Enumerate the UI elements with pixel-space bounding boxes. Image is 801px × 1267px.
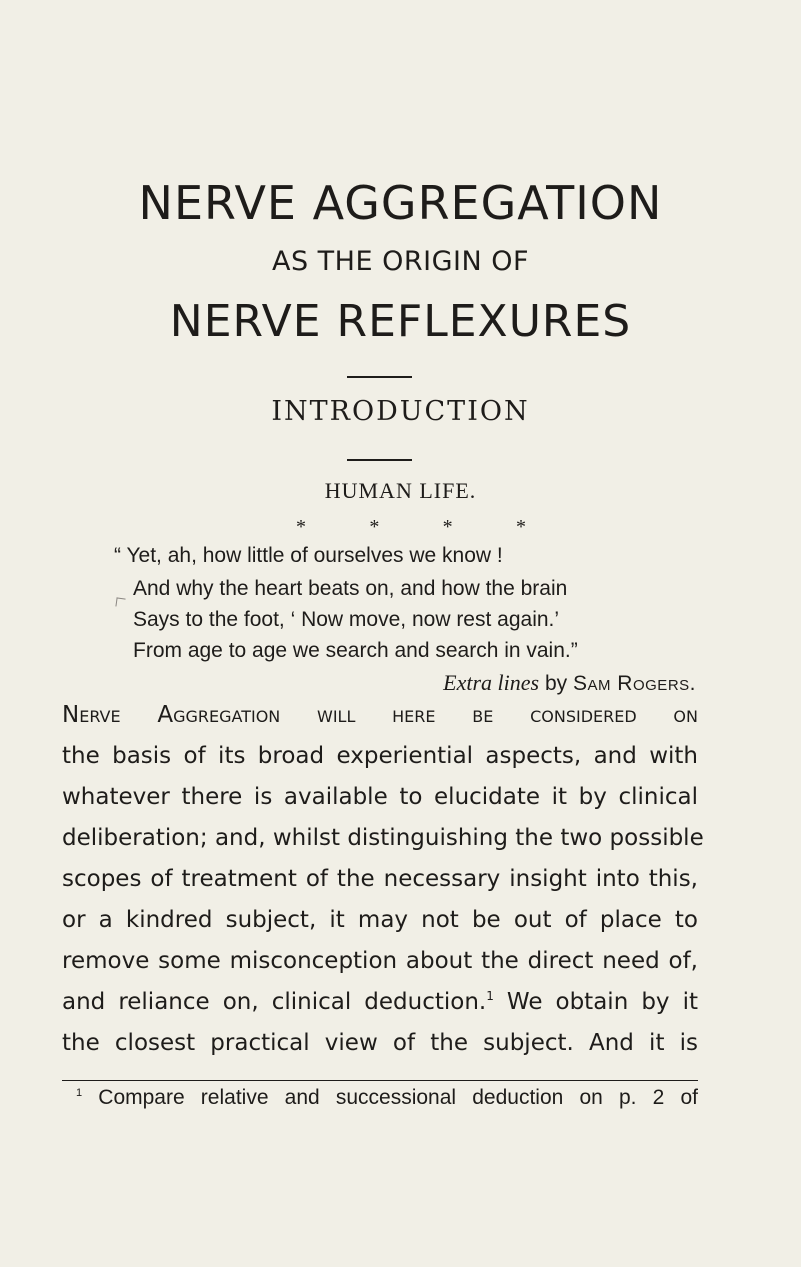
asterisk: * bbox=[296, 516, 306, 538]
body-line: remove some misconception about the direct need of, bbox=[62, 948, 698, 974]
footnote-divider bbox=[62, 1080, 698, 1081]
poem-attribution bbox=[0, 670, 696, 696]
asterisk: * bbox=[369, 516, 380, 538]
attribution-author: Sam Rogers. bbox=[572, 672, 696, 695]
introduction-divider bbox=[347, 459, 412, 461]
body-line: Nerve Aggregation will here be considered on bbox=[62, 702, 698, 728]
poem-line: From age to age we search and search in vain.” bbox=[133, 639, 578, 662]
poem-line: And why the heart beats on, and how the brain bbox=[133, 577, 568, 600]
body-line bbox=[62, 989, 698, 1015]
attribution-work: Extra lines bbox=[443, 670, 540, 695]
asterism bbox=[296, 516, 526, 539]
asterisk: * bbox=[442, 516, 453, 538]
body-line: scopes of treatment of the necessary insight into this, bbox=[62, 866, 698, 892]
body-line: whatever there is available to elucidate it by clinical bbox=[62, 784, 698, 810]
title-line-1: NERVE AGGREGATION bbox=[138, 176, 663, 230]
body-line: the basis of its broad experiential aspects, and with bbox=[62, 743, 698, 769]
poem-line: “ Yet, ah, how little of ourselves we know ! bbox=[114, 544, 503, 567]
margin-mark bbox=[115, 597, 125, 607]
footnote bbox=[76, 1086, 698, 1110]
footnote-marker: 1 bbox=[76, 1087, 83, 1099]
body-line: deliberation; and, whilst distinguishing the two possible bbox=[62, 825, 704, 851]
body-line: or a kindred subject, it may not be out of place to bbox=[62, 907, 698, 933]
body-line-text: and reliance on, clinical deduction. bbox=[62, 989, 487, 1015]
section-heading: HUMAN LIFE. bbox=[324, 478, 477, 503]
attribution-by: by bbox=[544, 672, 568, 695]
title-line-2: AS THE ORIGIN OF bbox=[271, 246, 530, 277]
body-line: the closest practical view of the subject. And it is bbox=[62, 1030, 698, 1056]
title-divider bbox=[347, 376, 412, 378]
title-line-3: NERVE REFLEXURES bbox=[169, 296, 632, 347]
introduction-heading: INTRODUCTION bbox=[271, 396, 530, 427]
body-line-text: We obtain by it bbox=[493, 989, 698, 1015]
footnote-reference: 1 bbox=[486, 989, 494, 1003]
asterisk: * bbox=[515, 516, 526, 538]
poem-line: Says to the foot, ‘ Now move, now rest again.’ bbox=[133, 608, 560, 631]
footnote-text: Compare relative and successional deduction on p. 2 of bbox=[82, 1086, 698, 1109]
